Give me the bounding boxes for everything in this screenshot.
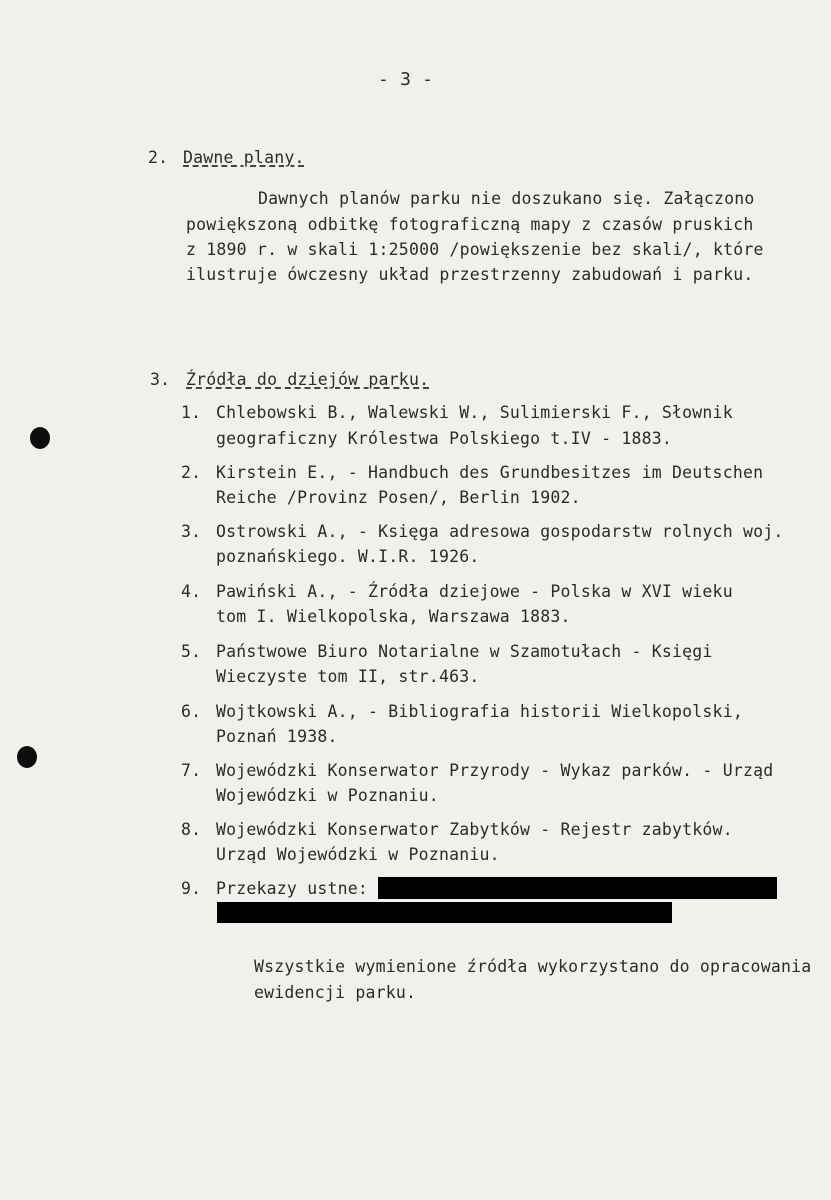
item-4-number: 4. [181, 582, 202, 601]
section2-number: 2. [148, 148, 169, 167]
item-3-line-2: poznańskiego. W.I.R. 1926. [216, 547, 480, 566]
item-2-number: 2. [181, 463, 202, 482]
item-7-number: 7. [181, 761, 202, 780]
section2-line-1: Dawnych planów parku nie doszukano się. Załączono [258, 189, 755, 208]
section2-line-4: ilustruje ówczesny układ przestrzenny zabudowań i parku. [186, 265, 754, 284]
item-8-line-1: Wojewódzki Konserwator Zabytków - Rejestr zabytków. [216, 820, 733, 839]
section2-line-3: z 1890 r. w skali 1:25000 /powiększenie bez skali/, które [186, 240, 764, 259]
item-3-number: 3. [181, 522, 202, 541]
item-6-number: 6. [181, 702, 202, 721]
section2-line-2: powiększoną odbitkę fotograficzną mapy z czasów pruskich [186, 215, 754, 234]
section3-heading: Źródła do dziejów parku. [186, 370, 430, 389]
item-8-line-2: Urząd Wojewódzki w Poznaniu. [216, 845, 500, 864]
punch-hole-bottom [17, 746, 37, 768]
item-7-line-2: Wojewódzki w Poznaniu. [216, 786, 439, 805]
item-5-line-2: Wieczyste tom II, str.463. [216, 667, 480, 686]
item-2-line-2: Reiche /Provinz Posen/, Berlin 1902. [216, 488, 581, 507]
item-2-line-1: Kirstein E., - Handbuch des Grundbesitzes im Deutschen [216, 463, 764, 482]
closing-line-2: ewidencji parku. [254, 983, 417, 1002]
item-1-line-2: geograficzny Królestwa Polskiego t.IV - 1883. [216, 429, 673, 448]
item-5-number: 5. [181, 642, 202, 661]
item-1-number: 1. [181, 403, 202, 422]
item-4-line-2: tom I. Wielkopolska, Warszawa 1883. [216, 607, 571, 626]
section3-number: 3. [150, 370, 171, 389]
redaction-bar-1 [378, 877, 777, 899]
item-4-line-1: Pawiński A., - Źródła dziejowe - Polska w XVI wieku [216, 582, 733, 601]
punch-hole-top [30, 427, 50, 449]
closing-line-1: Wszystkie wymienione źródła wykorzystano do opracowania [254, 957, 812, 976]
item-9-line-1: Przekazy ustne: [216, 879, 369, 898]
section2-heading: Dawne planу. [183, 148, 305, 167]
item-5-line-1: Państwowe Biuro Notarialne w Szamotułach - Księgi [216, 642, 713, 661]
item-3-line-1: Ostrowski A., - Księga adresowa gospodarstw rolnych woj. [216, 522, 784, 541]
item-6-line-1: Wojtkowski A., - Bibliografia historii Wielkopolski, [216, 702, 743, 721]
item-8-number: 8. [181, 820, 202, 839]
redaction-bar-2 [217, 902, 672, 923]
item-1-line-1: Chlebowski B., Walewski W., Sulimierski F., Słownik [216, 403, 733, 422]
item-7-line-1: Wojewódzki Konserwator Przyrody - Wykaz parków. - Urząd [216, 761, 774, 780]
page-number: - 3 - [378, 69, 434, 90]
item-6-line-2: Poznań 1938. [216, 727, 338, 746]
item-9-number: 9. [181, 879, 202, 898]
